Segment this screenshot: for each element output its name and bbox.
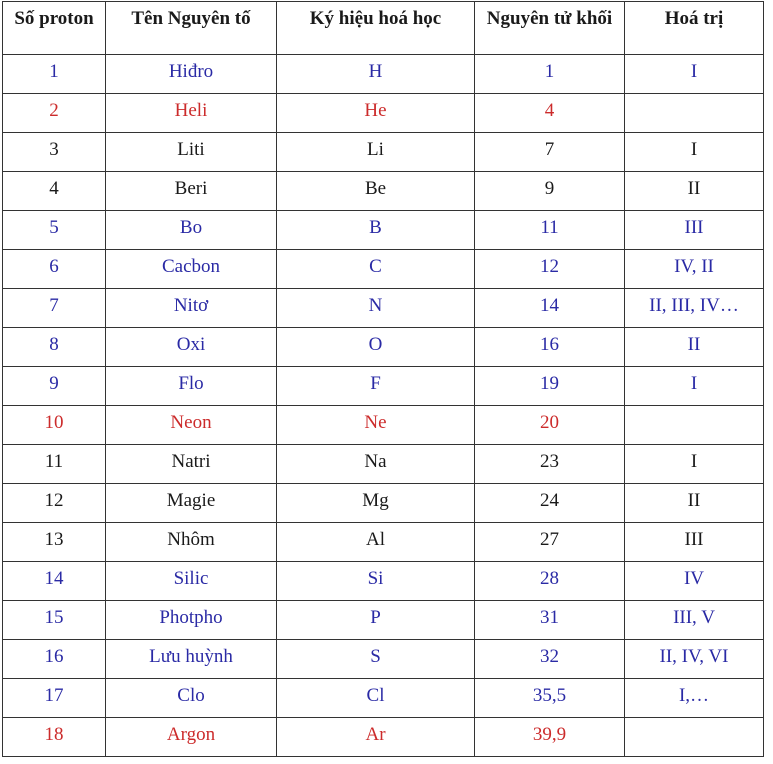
cell-mass-text: 7 [544, 139, 555, 160]
cell-mass-text: 12 [540, 256, 559, 277]
cell-valence-text: II [687, 490, 701, 511]
cell-name-text: Beri [174, 178, 208, 199]
cell-valence-text: I [690, 451, 698, 472]
cell-name [106, 601, 277, 640]
header-valence: Hoá trị [625, 2, 764, 55]
cell-name [106, 367, 277, 406]
cell-mass-text: 11 [540, 217, 559, 238]
cell-valence-text: III [684, 217, 704, 238]
cell-name-text: Neon [170, 412, 212, 433]
cell-symbol-text: Mg [362, 490, 389, 511]
cell-symbol [277, 640, 475, 679]
cell-name-text: Lưu huỳnh [149, 646, 233, 667]
cell-name [106, 94, 277, 133]
cell-proton [3, 211, 106, 250]
cell-symbol-text: Na [364, 451, 387, 472]
cell-symbol [277, 211, 475, 250]
cell-name [106, 55, 277, 94]
cell-proton-text: 11 [44, 451, 64, 472]
table-row [3, 250, 764, 289]
cell-valence [625, 445, 764, 484]
cell-mass [475, 562, 625, 601]
cell-symbol [277, 250, 475, 289]
cell-symbol [277, 523, 475, 562]
cell-proton-text: 6 [49, 256, 59, 277]
table-row [3, 55, 764, 94]
cell-name-text: Bo [179, 217, 203, 238]
cell-symbol-text: He [364, 100, 387, 121]
cell-valence-text: II, IV, VI [659, 646, 729, 667]
cell-proton [3, 406, 106, 445]
cell-valence-text: II, III, IV… [649, 295, 739, 316]
cell-mass-text: 23 [540, 451, 559, 472]
cell-name-text: Heli [174, 100, 208, 121]
cell-mass [475, 406, 625, 445]
table-row [3, 367, 764, 406]
cell-valence [625, 640, 764, 679]
cell-mass [475, 55, 625, 94]
cell-valence [625, 562, 764, 601]
cell-mass [475, 679, 625, 718]
cell-valence [625, 601, 764, 640]
cell-mass-text: 20 [540, 412, 559, 433]
cell-valence [625, 250, 764, 289]
table-row [3, 562, 764, 601]
cell-name-text: Flo [178, 373, 204, 394]
cell-proton-text: 7 [49, 295, 59, 316]
cell-mass [475, 601, 625, 640]
cell-mass [475, 250, 625, 289]
cell-proton-text: 14 [44, 568, 64, 589]
cell-proton-text: 16 [44, 646, 64, 667]
table-row [3, 211, 764, 250]
cell-valence [625, 718, 764, 757]
cell-proton-text: 18 [44, 724, 64, 745]
cell-proton [3, 601, 106, 640]
cell-valence-text: I [690, 373, 698, 394]
cell-name-text: Silic [173, 568, 209, 589]
cell-proton [3, 718, 106, 757]
cell-valence [625, 523, 764, 562]
element-table [2, 1, 764, 757]
cell-symbol [277, 679, 475, 718]
header-row [3, 2, 764, 55]
table-row [3, 94, 764, 133]
cell-mass [475, 328, 625, 367]
cell-valence [625, 406, 764, 445]
cell-name-text: Clo [177, 685, 205, 706]
cell-valence-text: II [687, 178, 701, 199]
cell-mass [475, 484, 625, 523]
cell-symbol-text: Al [366, 529, 385, 550]
cell-proton-text: 10 [44, 412, 64, 433]
cell-name-text: Photpho [159, 607, 223, 628]
cell-symbol [277, 328, 475, 367]
cell-valence [625, 133, 764, 172]
cell-mass [475, 445, 625, 484]
cell-mass-text: 19 [540, 373, 559, 394]
cell-symbol [277, 445, 475, 484]
table-body [3, 55, 764, 757]
cell-valence [625, 94, 764, 133]
cell-symbol-text: Be [364, 178, 387, 199]
cell-name [106, 406, 277, 445]
header-name: Tên Nguyên tố [106, 2, 277, 55]
cell-symbol-text: Li [367, 139, 384, 160]
cell-symbol-text: Si [367, 568, 384, 589]
cell-symbol-text: S [370, 646, 381, 667]
cell-symbol-text: Ar [365, 724, 386, 745]
cell-mass-text: 4 [544, 100, 555, 121]
header-proton: Số proton [3, 2, 106, 55]
cell-mass-text: 1 [544, 61, 555, 82]
cell-symbol [277, 601, 475, 640]
cell-valence [625, 55, 764, 94]
cell-name [106, 250, 277, 289]
cell-name [106, 289, 277, 328]
cell-name [106, 562, 277, 601]
cell-valence [625, 172, 764, 211]
cell-name-text: Argon [166, 724, 216, 745]
table-row [3, 133, 764, 172]
cell-valence [625, 328, 764, 367]
cell-valence-text: III [684, 529, 704, 550]
cell-symbol [277, 172, 475, 211]
cell-proton-text: 15 [44, 607, 64, 628]
table-row [3, 640, 764, 679]
cell-symbol [277, 55, 475, 94]
cell-mass-text: 24 [540, 490, 559, 511]
cell-mass [475, 133, 625, 172]
cell-mass [475, 523, 625, 562]
cell-proton [3, 367, 106, 406]
cell-proton-text: 12 [44, 490, 64, 511]
cell-mass-text: 14 [540, 295, 559, 316]
cell-valence-text: III, V [673, 607, 715, 628]
table-row [3, 445, 764, 484]
cell-proton [3, 289, 106, 328]
cell-proton-text: 13 [44, 529, 64, 550]
cell-symbol [277, 367, 475, 406]
cell-valence-text: II [687, 334, 701, 355]
table-row [3, 601, 764, 640]
cell-name-text: Natri [171, 451, 211, 472]
cell-mass [475, 640, 625, 679]
cell-proton [3, 679, 106, 718]
cell-symbol-text: Cl [366, 685, 385, 706]
cell-proton-text: 17 [44, 685, 64, 706]
cell-valence [625, 484, 764, 523]
cell-mass-text: 27 [540, 529, 559, 550]
cell-valence [625, 367, 764, 406]
cell-symbol [277, 289, 475, 328]
cell-symbol [277, 94, 475, 133]
cell-symbol-text: Ne [364, 412, 387, 433]
cell-name [106, 718, 277, 757]
cell-name [106, 640, 277, 679]
cell-mass [475, 211, 625, 250]
cell-name-text: Nitơ [173, 295, 209, 316]
cell-valence-text: IV [683, 568, 705, 589]
cell-symbol-text: F [370, 373, 381, 394]
cell-name [106, 328, 277, 367]
table-row [3, 718, 764, 757]
cell-name [106, 445, 277, 484]
cell-mass-text: 9 [544, 178, 555, 199]
table-row [3, 523, 764, 562]
table-row [3, 172, 764, 211]
cell-name-text: Oxi [176, 334, 206, 355]
cell-mass [475, 367, 625, 406]
cell-mass-text: 35,5 [532, 685, 567, 706]
header-symbol: Ký hiệu hoá học [277, 2, 475, 55]
cell-mass-text: 31 [540, 607, 559, 628]
cell-mass [475, 718, 625, 757]
cell-proton [3, 445, 106, 484]
cell-name-text: Cacbon [161, 256, 221, 277]
cell-name [106, 133, 277, 172]
cell-name-text: Liti [177, 139, 205, 160]
cell-name [106, 484, 277, 523]
table-row [3, 679, 764, 718]
table-row [3, 484, 764, 523]
cell-name [106, 172, 277, 211]
cell-name-text: Magie [166, 490, 216, 511]
cell-name [106, 211, 277, 250]
cell-proton [3, 484, 106, 523]
cell-proton [3, 133, 106, 172]
cell-valence-text: I [690, 139, 698, 160]
cell-proton-text: 1 [49, 61, 59, 82]
cell-symbol-text: B [369, 217, 382, 238]
cell-symbol-text: O [368, 334, 383, 355]
cell-name-text: Hiđro [168, 61, 214, 82]
cell-symbol [277, 406, 475, 445]
cell-proton [3, 172, 106, 211]
cell-symbol [277, 718, 475, 757]
cell-mass-text: 32 [540, 646, 559, 667]
cell-proton [3, 523, 106, 562]
cell-name [106, 523, 277, 562]
cell-name-text: Nhôm [167, 529, 215, 550]
cell-mass [475, 289, 625, 328]
cell-proton [3, 640, 106, 679]
table-row [3, 289, 764, 328]
cell-symbol-text: P [370, 607, 381, 628]
cell-proton-text: 8 [49, 334, 59, 355]
cell-symbol-text: C [369, 256, 382, 277]
cell-proton [3, 250, 106, 289]
cell-proton-text: 5 [49, 217, 59, 238]
cell-name [106, 679, 277, 718]
cell-symbol-text: H [368, 61, 383, 82]
cell-valence [625, 211, 764, 250]
cell-valence-text: I [690, 61, 698, 82]
cell-proton-text: 4 [49, 178, 59, 199]
cell-proton-text: 3 [49, 139, 59, 160]
cell-mass-text: 28 [540, 568, 559, 589]
cell-proton-text: 2 [49, 100, 59, 121]
cell-proton [3, 562, 106, 601]
cell-symbol [277, 133, 475, 172]
table-row [3, 406, 764, 445]
cell-proton-text: 9 [49, 373, 59, 394]
cell-symbol [277, 484, 475, 523]
cell-valence-text: IV, II [674, 256, 714, 277]
cell-valence [625, 679, 764, 718]
cell-symbol [277, 562, 475, 601]
cell-valence-text: I,… [678, 685, 710, 706]
cell-mass-text: 39,9 [532, 724, 567, 745]
cell-proton [3, 55, 106, 94]
cell-mass [475, 94, 625, 133]
cell-symbol-text: N [368, 295, 383, 316]
cell-valence [625, 289, 764, 328]
header-mass: Nguyên tử khối [475, 2, 625, 55]
table-row [3, 328, 764, 367]
cell-mass [475, 172, 625, 211]
cell-proton [3, 328, 106, 367]
cell-proton [3, 94, 106, 133]
cell-mass-text: 16 [540, 334, 559, 355]
